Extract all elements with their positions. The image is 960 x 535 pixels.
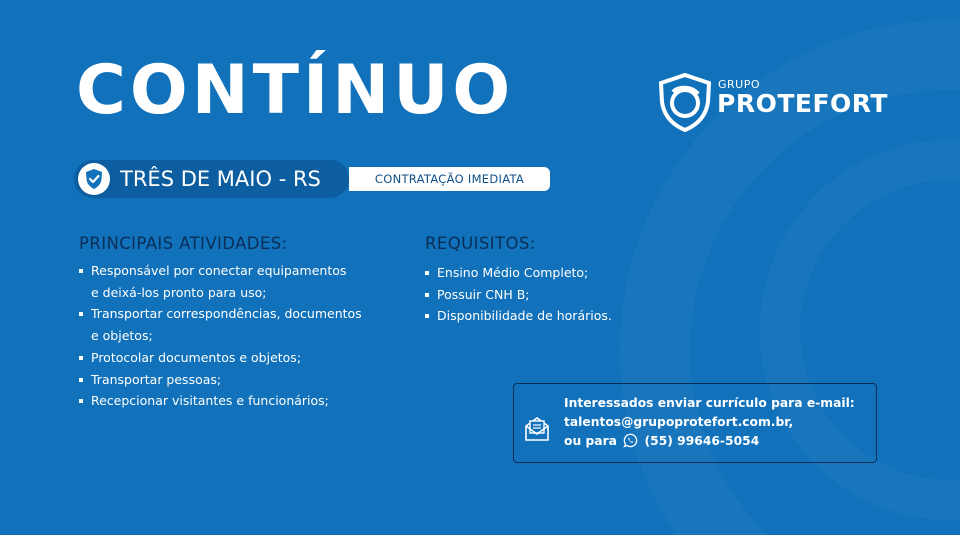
activity-item-continuation: e deixá-los pronto para uso; [91, 284, 267, 300]
requirements-list [425, 262, 612, 327]
requirement-item: Possuir CNH B; [425, 284, 612, 306]
shield-logo-icon [656, 72, 714, 132]
location-pill [74, 160, 349, 198]
activity-item-continuation: e objetos; [91, 328, 153, 344]
activity-item: Protocolar documentos e objetos; [79, 347, 362, 369]
logo-grupo-text: GRUPO [718, 78, 761, 91]
contact-text [564, 394, 855, 454]
contact-phone-prefix: ou para [564, 434, 617, 448]
contact-phone[interactable]: (55) 99646-5054 [644, 434, 760, 448]
activity-item: Transportar correspondências, documentos [79, 303, 362, 325]
activity-item: Transportar pessoas; [79, 369, 362, 391]
logo-brand-text: PROTEFORT [717, 89, 888, 118]
shield-check-icon [78, 163, 110, 195]
contact-phone-line [564, 432, 855, 454]
activity-item: Recepcionar visitantes e funcionários; [79, 390, 362, 412]
hiring-badge: CONTRATAÇÃO IMEDIATA [349, 167, 550, 191]
contact-box [513, 383, 877, 463]
job-title: CONTÍNUO [76, 51, 515, 130]
requirement-item: Ensino Médio Completo; [425, 262, 612, 284]
requirements-title: REQUISITOS: [425, 234, 536, 253]
whatsapp-icon [623, 433, 638, 454]
activities-title: PRINCIPAIS ATIVIDADES: [79, 234, 288, 253]
activities-list [79, 260, 362, 412]
location-text: TRÊS DE MAIO - RS [120, 167, 321, 191]
activity-item: Responsável por conectar equipamentos [79, 260, 362, 282]
company-logo [656, 72, 886, 132]
contact-email[interactable]: talentos@grupoprotefort.com.br, [564, 415, 794, 429]
envelope-icon [524, 414, 550, 446]
contact-instruction: Interessados enviar currículo para e-mail: [564, 396, 855, 410]
requirement-item: Disponibilidade de horários. [425, 305, 612, 327]
